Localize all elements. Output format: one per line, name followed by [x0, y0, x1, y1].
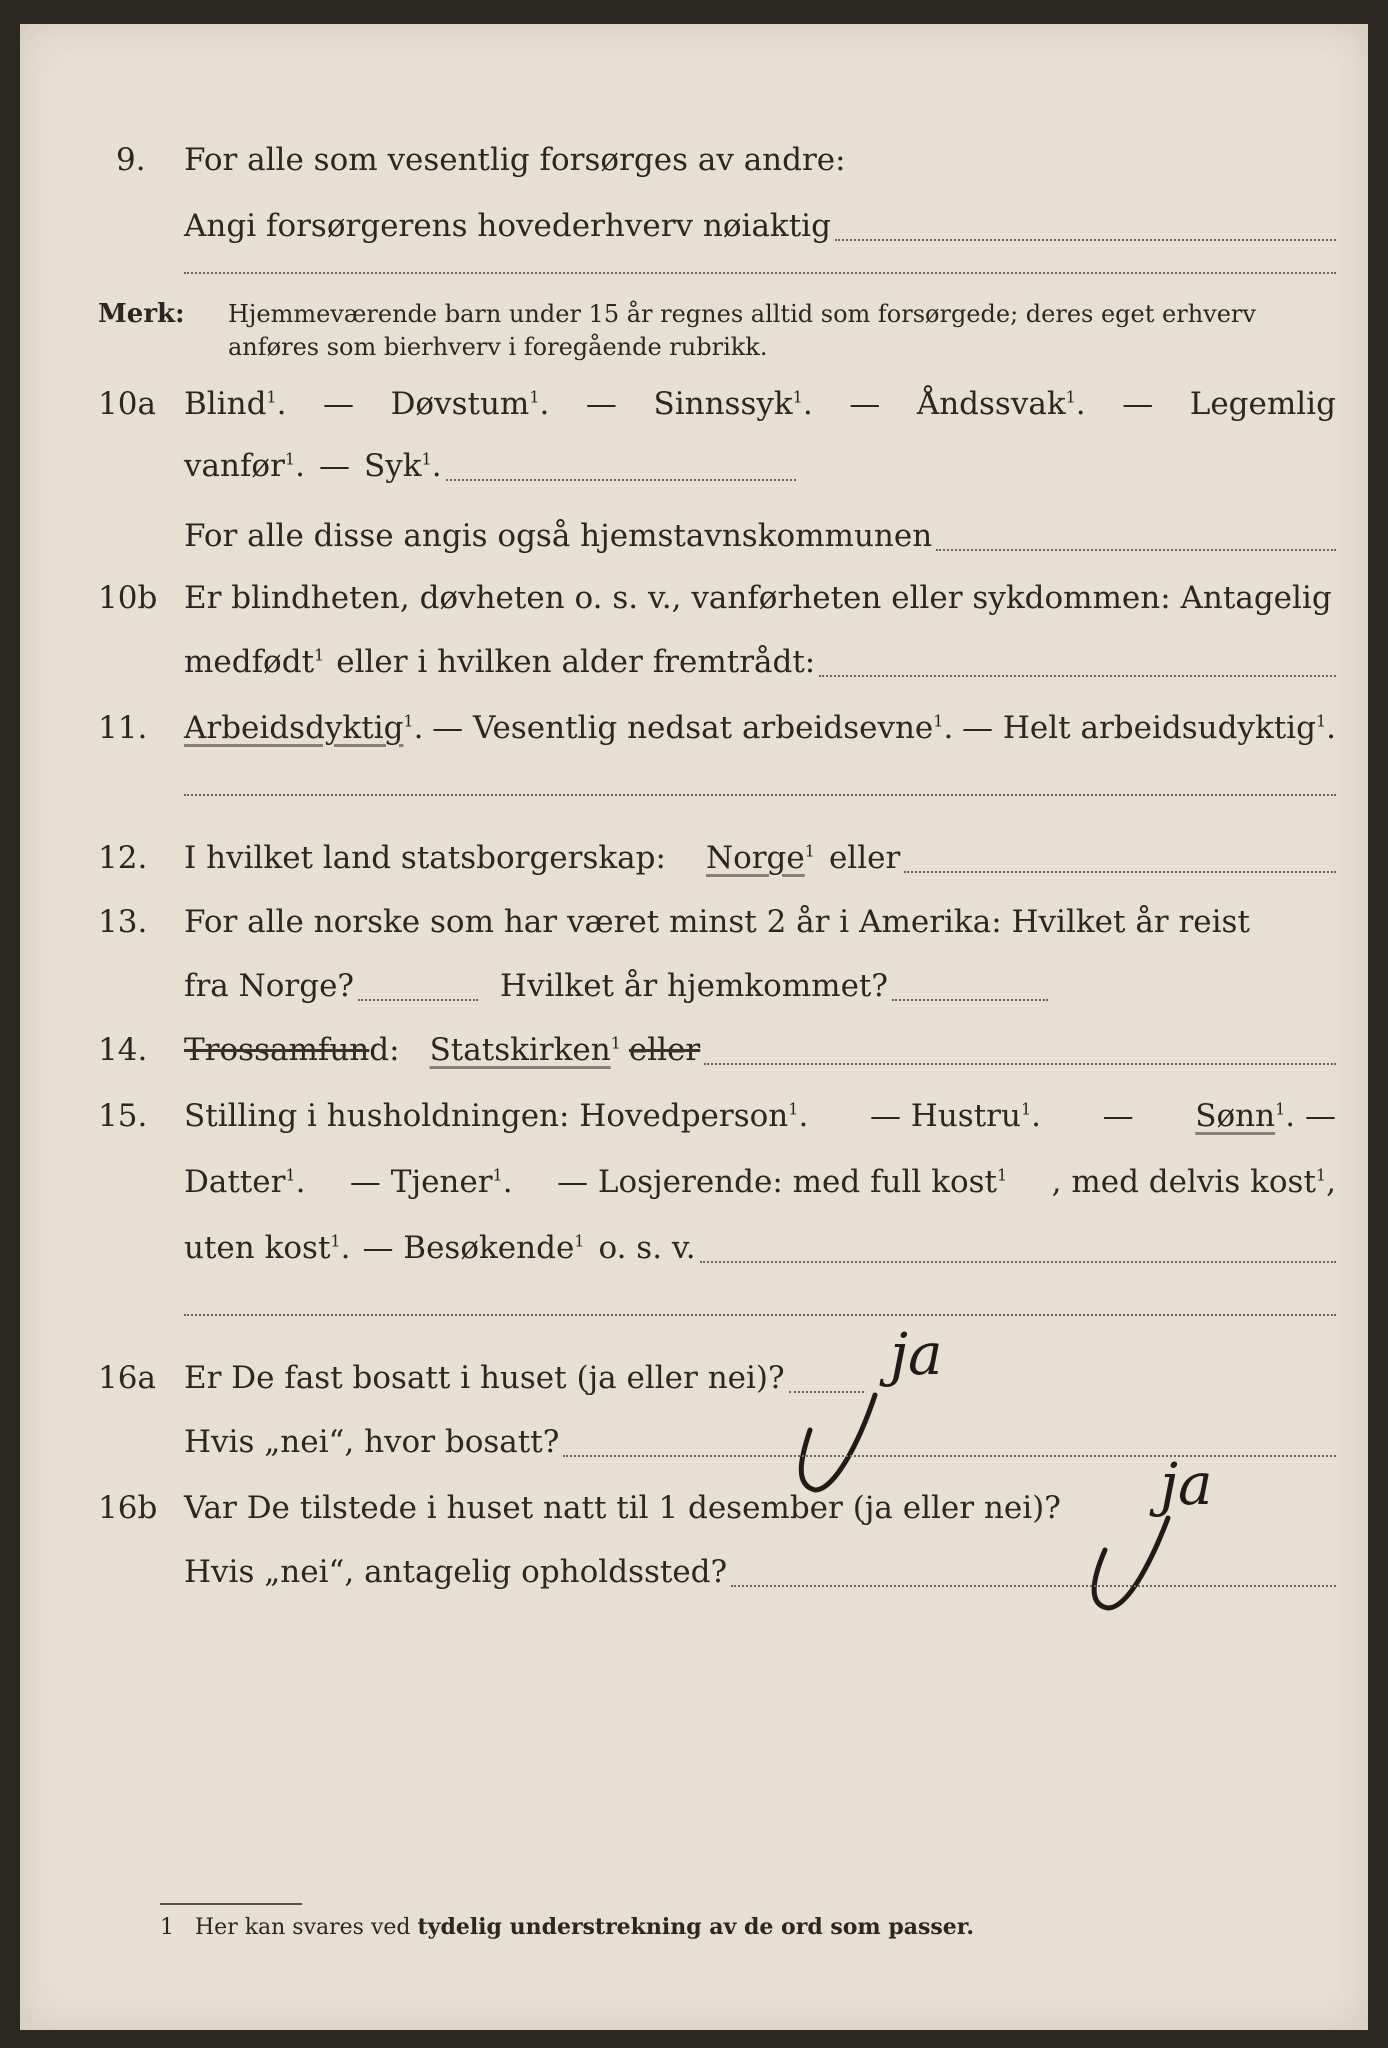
option-vanfor[interactable]: vanfør$^1$. [184, 448, 305, 484]
q10a-line3 [184, 512, 1336, 560]
q16b-line1 [184, 1484, 1144, 1532]
dash: — [849, 386, 881, 422]
dash: — [1122, 386, 1154, 422]
q12-text: I hvilket land statsborgerskap: [184, 840, 666, 876]
q9-answer-field-2[interactable] [184, 272, 1336, 274]
option-blind[interactable]: Blind$^1$. [184, 386, 287, 422]
q11-number: 11. [98, 710, 148, 746]
option-hovedperson[interactable]: Stilling i husholdningen: Hovedperson$^1$. [184, 1098, 809, 1134]
q12-number: 12. [98, 840, 148, 876]
footnote-text: Her kan svares ved [194, 1915, 411, 1940]
q13-reist-field[interactable] [358, 999, 478, 1001]
q16b-opholdssted-field[interactable] [731, 1585, 1336, 1587]
q10a-number: 10a [98, 386, 156, 422]
q15-line1 [184, 1092, 1336, 1140]
option-statskirken[interactable]: Statskirken$^1$ [429, 1032, 621, 1068]
q13-text: For alle norske som har været minst 2 år i Amerika: Hvilket år reist [184, 904, 1250, 940]
q16a-hvor-bosatt: Hvis „nei“, hvor bosatt? [184, 1424, 560, 1460]
q13-fra-norge: fra Norge? [184, 968, 355, 1004]
option-sinnssyk[interactable]: Sinnssyk$^1$. [653, 386, 813, 422]
q10a-answer-field[interactable] [446, 479, 796, 481]
q9-answer-field[interactable] [835, 239, 1336, 241]
q16a-number: 16a [98, 1360, 156, 1396]
q9-number: 9. [116, 142, 146, 178]
option-dovstum[interactable]: Døvstum$^1$. [390, 386, 550, 422]
q15-answer-field[interactable] [700, 1261, 1336, 1263]
option-uten-kost[interactable]: uten kost$^1$. [184, 1230, 351, 1266]
q13-line2 [184, 962, 1048, 1010]
q10a-line1 [184, 380, 1336, 428]
footnote-mark: 1 [160, 1915, 174, 1940]
q15-line2 [184, 1158, 1336, 1206]
footnote [160, 1914, 974, 1940]
dash: — [318, 448, 350, 484]
q12-answer-field[interactable] [904, 871, 1336, 873]
option-sonn[interactable]: Sønn$^1$. — [1195, 1098, 1336, 1134]
q10b-line1 [184, 574, 1332, 622]
q10b-alder-text: eller i hvilken alder fremtrådt: [336, 644, 816, 680]
q10b-number: 10b [98, 580, 158, 616]
q15-osv: o. s. v. [598, 1230, 696, 1266]
q10a-line2 [184, 442, 796, 490]
q16a-question: Er De fast bosatt i huset (ja eller nei)? [184, 1360, 785, 1396]
option-datter[interactable]: Datter$^1$. [184, 1164, 306, 1200]
option-helt-udyktig[interactable]: — Helt arbeidsudyktig$^1$. [962, 710, 1336, 746]
q14-d: d: [369, 1032, 400, 1068]
form-page [20, 24, 1368, 2030]
q10b-text: Er blindheten, døvheten o. s. v., vanførheten eller sykdommen: Antagelig [184, 580, 1332, 616]
q13-number: 13. [98, 904, 148, 940]
merk-line2: anføres som bierhverv i foregående rubrikk. [228, 333, 768, 361]
option-besokende[interactable]: — Besøkende$^1$ [362, 1230, 585, 1266]
q16a-handwritten-answer: ja [890, 1320, 943, 1388]
option-delvis-kost[interactable]: , med delvis kost$^1$, [1051, 1164, 1336, 1200]
q15-line3 [184, 1224, 1336, 1272]
q16a-line1 [184, 1354, 864, 1402]
dash: — [585, 386, 617, 422]
q15-answer-field-2[interactable] [184, 1314, 1336, 1316]
q13-hjemkommet: Hvilket år hjemkommet? [500, 968, 889, 1004]
q14-number: 14. [98, 1032, 148, 1068]
q16a-bosatt-field[interactable] [563, 1455, 1336, 1457]
q9-line2 [184, 202, 1336, 250]
q11-answer-field[interactable] [184, 794, 1336, 796]
dash: — [1102, 1098, 1134, 1134]
q14-answer-field[interactable] [704, 1063, 1336, 1065]
option-hustru[interactable]: — Hustru$^1$. [869, 1098, 1041, 1134]
option-legemlig[interactable]: Legemlig [1189, 386, 1336, 422]
footnote-rule [160, 1903, 302, 1905]
q10b-answer-field[interactable] [819, 675, 1336, 677]
q12-line [184, 834, 1336, 882]
q10a-hjemstavn-field[interactable] [936, 549, 1336, 551]
merk-line1: Hjemmeværende barn under 15 år regnes alltid som forsørgede; deres eget erhverv [228, 300, 1256, 328]
q9-line1 [184, 136, 846, 184]
q16b-handwritten-answer: ja [1160, 1450, 1213, 1518]
option-medfodt[interactable]: medfødt$^1$ [184, 644, 325, 680]
q9-question: Angi forsørgerens hovederhverv nøiaktig [184, 208, 831, 244]
option-tjener[interactable]: — Tjener$^1$. [349, 1164, 513, 1200]
q14-eller-struck: eller [628, 1032, 701, 1068]
option-norge[interactable]: Norge$^1$ [705, 840, 815, 876]
q10b-line2 [184, 638, 1336, 686]
option-syk[interactable]: Syk$^1$. [363, 448, 442, 484]
option-andssvak[interactable]: Åndssvak$^1$. [916, 386, 1086, 422]
q16b-number: 16b [98, 1490, 158, 1526]
q13-hjemkommet-field[interactable] [892, 999, 1048, 1001]
q10a-hjemstavn-text: For alle disse angis også hjemstavnskommunen [184, 518, 933, 554]
merk-label: Merk: [98, 299, 185, 329]
q12-eller: eller [828, 840, 901, 876]
option-vesentlig-nedsat[interactable]: — Vesentlig nedsat arbeidsevne$^1$. [432, 710, 954, 746]
option-full-kost[interactable]: — Losjerende: med full kost$^1$ [557, 1164, 1008, 1200]
q15-number: 15. [98, 1098, 148, 1134]
q16b-question: Var De tilstede i huset natt til 1 desember (ja eller nei)? [184, 1490, 1061, 1526]
dash: — [323, 386, 355, 422]
q13-line1 [184, 898, 1250, 946]
q16b-opholdssted: Hvis „nei“, antagelig opholdssted? [184, 1554, 728, 1590]
q14-line [184, 1026, 1336, 1074]
q16b-line2 [184, 1548, 1336, 1596]
q11-line1 [184, 704, 1336, 752]
footnote-bold-text: tydelig understrekning av de ord som passer. [417, 1914, 974, 1940]
q9-text: For alle som vesentlig forsørges av andre: [184, 142, 846, 178]
q14-trossamfund-struck: Trossamfun [184, 1032, 370, 1068]
option-arbeidsdyktig[interactable]: Arbeidsdyktig$^1$. [184, 710, 424, 746]
